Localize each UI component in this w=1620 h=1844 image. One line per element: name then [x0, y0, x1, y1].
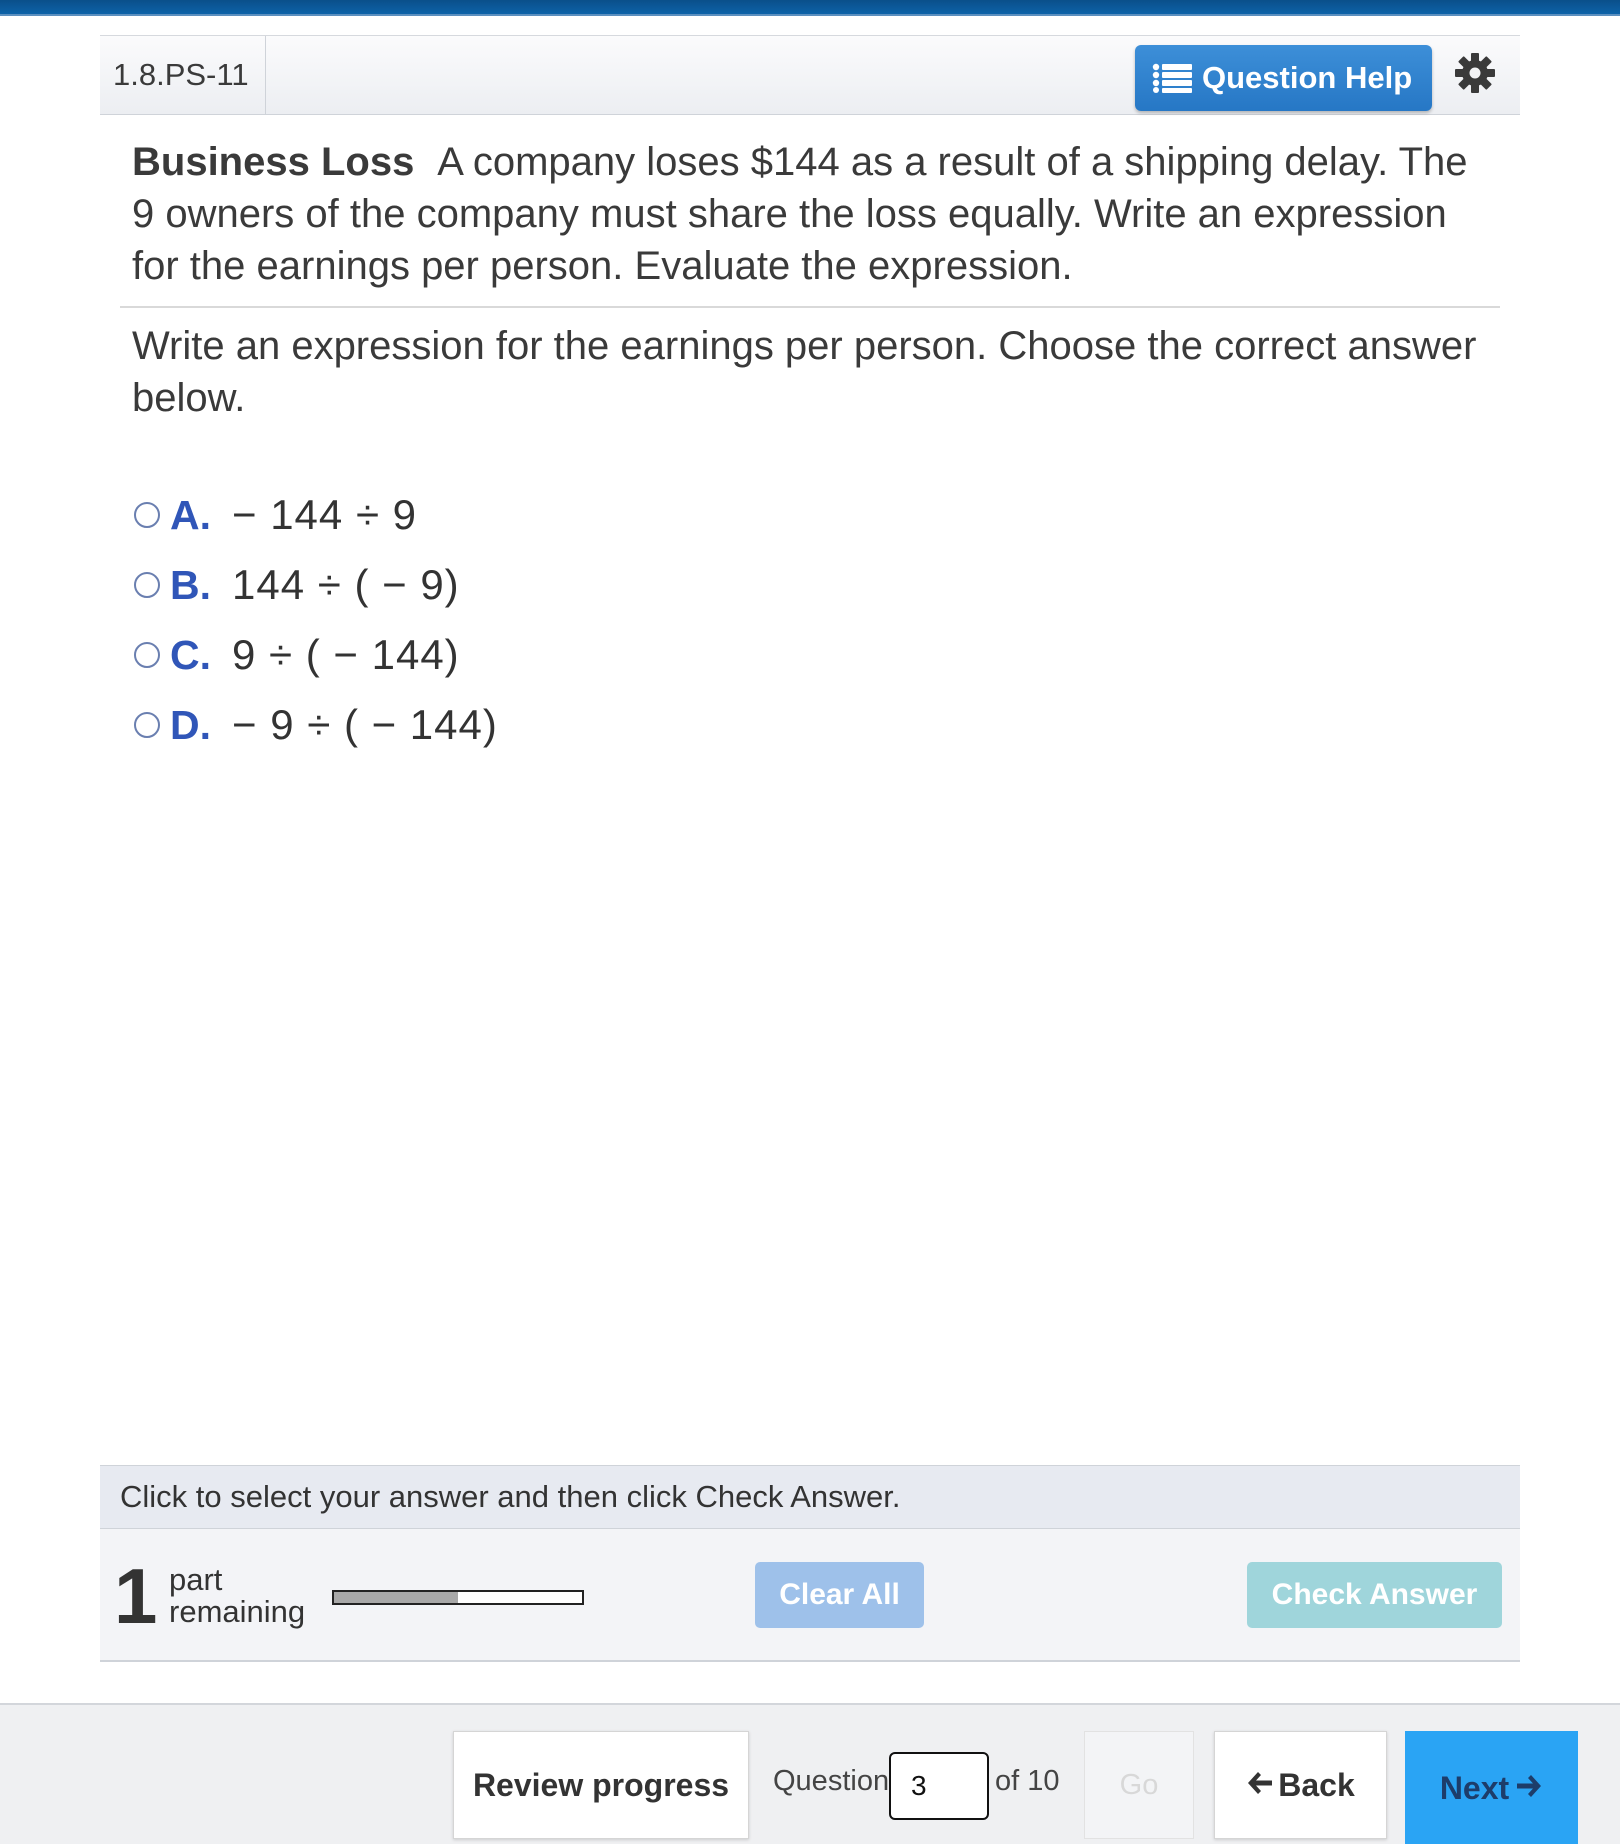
question-header — [100, 35, 1520, 115]
option-letter: C. — [170, 631, 211, 678]
hint-bar: Click to select your answer and then click Check Answer. — [100, 1465, 1520, 1529]
parts-bar — [100, 1529, 1520, 1662]
radio-button[interactable] — [134, 712, 160, 738]
radio-button[interactable] — [134, 502, 160, 528]
question-total: of 10 — [995, 1765, 1060, 1797]
question-help-button[interactable] — [1135, 45, 1432, 111]
arrow-left-icon — [1246, 1767, 1274, 1804]
list-icon — [1152, 63, 1192, 93]
problem-text: A company loses $144 as a result of a shipping delay. The 9 owners of the company must share the loss equally. Write an expression for the earnings per person. Evaluate the expression. — [132, 140, 1468, 288]
answer-option-b[interactable] — [134, 550, 498, 620]
option-letter: A. — [170, 491, 211, 538]
radio-button[interactable] — [134, 642, 160, 668]
option-expression: − 144 ÷ 9 — [232, 491, 418, 538]
option-expression: − 9 ÷ ( − 144) — [232, 701, 498, 748]
option-letter: D. — [170, 701, 211, 748]
next-label: Next — [1439, 1770, 1510, 1806]
problem-statement — [132, 136, 1492, 292]
parts-remaining-label: part remaining — [169, 1562, 306, 1629]
option-letter: B. — [170, 561, 211, 608]
progress-fill — [334, 1592, 458, 1603]
question-label: Question — [773, 1765, 890, 1797]
question-id: 1.8.PS-11 — [100, 36, 266, 114]
progress-bar — [332, 1590, 584, 1605]
clear-all-button[interactable]: Clear All — [755, 1562, 924, 1628]
answer-option-d[interactable] — [134, 690, 498, 760]
review-progress-button[interactable]: Review progress — [453, 1731, 749, 1839]
instruction-text: Write an expression for the earnings per person. Choose the correct answer below. — [132, 324, 1477, 420]
question-help-label: Question Help — [1202, 60, 1413, 95]
radio-button[interactable] — [134, 572, 160, 598]
back-label: Back — [1278, 1766, 1355, 1803]
question-number-input[interactable]: 3 — [889, 1752, 989, 1820]
next-button[interactable] — [1405, 1731, 1578, 1844]
back-button[interactable] — [1214, 1731, 1387, 1839]
answer-option-a[interactable] — [134, 480, 498, 550]
problem-title: Business Loss — [132, 140, 415, 184]
option-expression: 144 ÷ ( − 9) — [232, 561, 460, 608]
arrow-right-icon — [1515, 1770, 1543, 1807]
gear-icon[interactable] — [1453, 51, 1497, 95]
answer-option-c[interactable] — [134, 620, 498, 690]
check-answer-button[interactable]: Check Answer — [1247, 1562, 1502, 1628]
parts-remaining-count: 1 — [114, 1552, 158, 1640]
answer-options — [134, 480, 498, 760]
footer-nav — [0, 1703, 1620, 1844]
top-bar — [0, 0, 1620, 16]
go-button[interactable]: Go — [1084, 1731, 1194, 1839]
divider — [120, 306, 1500, 308]
option-expression: 9 ÷ ( − 144) — [232, 631, 460, 678]
